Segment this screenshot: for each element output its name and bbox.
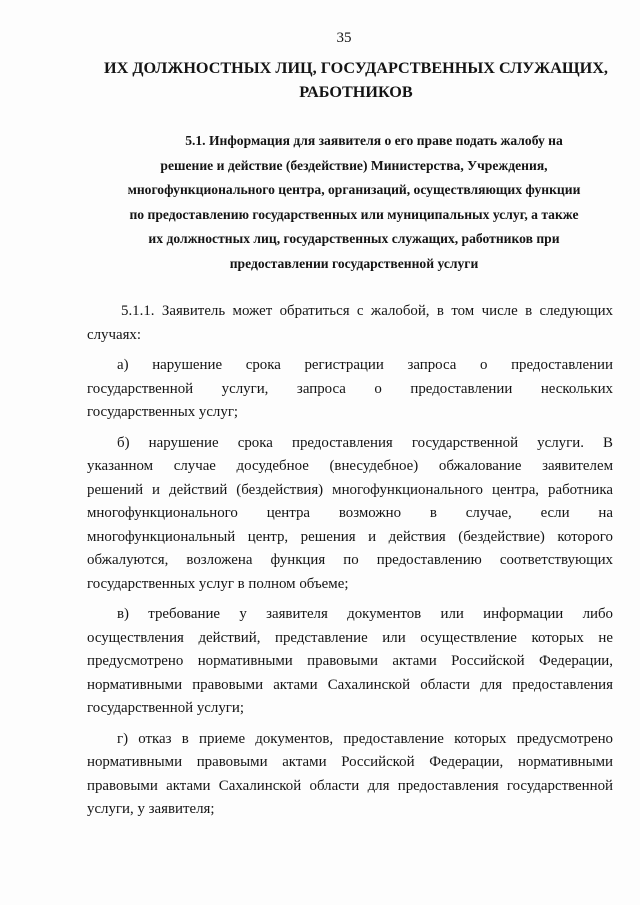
section-heading-line: ИХ ДОЛЖНОСТНЫХ ЛИЦ, ГОСУДАРСТВЕННЫХ СЛУЖАЩИХ, [104,59,608,77]
subsection-heading-line: многофункционального центра, организаций, осуществляющих функции [127,182,581,198]
subsection-heading [80,129,628,277]
text-line: многофункционального центра возможно в случае, если на [87,505,613,521]
subsection-heading-line: 5.1. Информация для заявителя о его праве подать жалобу на [185,133,563,148]
list-item-a [87,354,613,425]
text-line: государственной услуги; [87,700,244,716]
list-item-b [87,432,613,597]
text-line: указанном случае досудебное (внесудебное) обжалование заявителем [87,458,613,474]
list-item-g [87,728,613,822]
text-line: 5.1.1. Заявитель может обратиться с жалобой, в том числе в следующих [121,303,613,319]
section-heading [96,56,616,104]
subsection-heading-line: их должностных лиц, государственных служащих, работников при [148,231,560,247]
text-line: г) отказ в приеме документов, предоставление которых предусмотрено [117,730,613,747]
text-line: государственных услуг в полном объеме; [87,575,349,592]
section-heading-line: РАБОТНИКОВ [299,83,413,101]
document-body [87,300,613,822]
text-line: обжалуются, возложена функция по предоставлению соответствующих [87,552,613,568]
subsection-heading-line: решение и действие (бездействие) Министерства, Учреждения, [160,157,548,173]
text-line: в) требование у заявителя документов или информации либо [117,606,613,622]
text-line: осуществления действий, представление или осуществление которых не [87,629,613,646]
text-line: правовыми актами Сахалинской области для предоставления государственной [87,777,613,794]
text-line: государственных услуг; [87,404,239,420]
subsection-heading-line: по предоставлению государственных или муниципальных услуг, а также [129,206,579,222]
page-number: 35 [336,30,352,46]
text-line: предусмотрено нормативными правовыми актами Российской Федерации, [87,653,613,669]
text-line: нормативными правовыми актами Сахалинской области для предоставления [87,676,613,693]
text-line: а) нарушение срока регистрации запроса о предоставлении [117,357,613,373]
text-line: решений и действий (бездействия) многофункционального центра, работника [87,481,613,498]
list-item-v [87,603,613,721]
text-line: услуги, у заявителя; [87,801,215,817]
text-line: государственной услуги, запроса о предоставлении нескольких [87,380,613,397]
text-line: случаях: [87,326,142,343]
text-line: нормативными правовыми актами Российской Федерации, нормативными [87,754,613,770]
subsection-heading-line: предоставлении государственной услуги [229,255,479,271]
text-line: многофункциональный центр, решения и действия (бездействие) которого [87,528,613,545]
text-line: б) нарушение срока предоставления государственной услуги. В [117,434,613,451]
paragraph-5-1-1 [87,300,613,347]
